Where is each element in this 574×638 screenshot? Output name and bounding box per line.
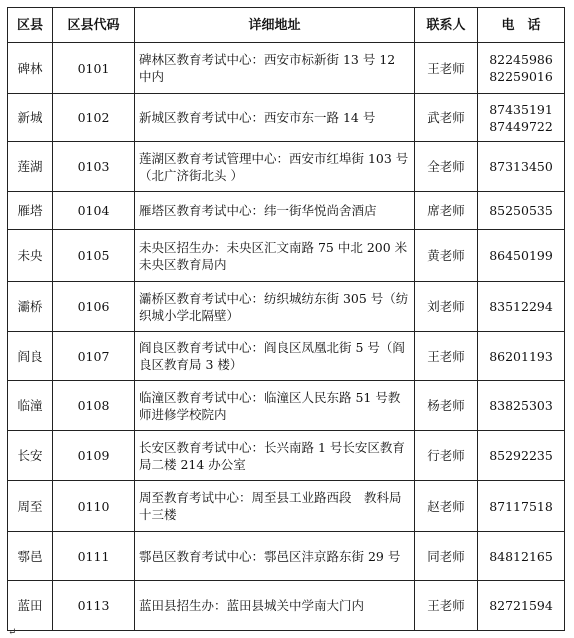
code-cell: 0108 [53,381,135,431]
code-cell: 0104 [53,192,135,230]
header-phone: 电 话 [478,8,565,43]
address-cell: 鄠邑区教育考试中心：鄠邑区沣京路东街 29 号 [135,532,415,581]
table-row [8,282,565,332]
district-cell: 阎良 [8,332,53,381]
header-row [8,8,565,43]
phone-cell [478,142,565,192]
district-cell: 周至 [8,481,53,532]
table-row [8,94,565,142]
contact-cell: 王老师 [415,43,478,94]
address-cell: 灞桥区教育考试中心：纺织城纺东街 305 号（纺织城小学北隔壁） [135,282,415,332]
contact-table [7,7,565,631]
contact-cell: 全老师 [415,142,478,192]
contact-cell: 席老师 [415,192,478,230]
contact-cell: 武老师 [415,94,478,142]
code-cell: 0113 [53,581,135,631]
header-district: 区县 [8,8,53,43]
phone-cell [478,282,565,332]
code-cell: 0105 [53,230,135,282]
district-cell: 临潼 [8,381,53,431]
code-cell: 0102 [53,94,135,142]
table-row [8,332,565,381]
address-cell: 莲湖区教育考试管理中心：西安市红埠街 103 号（北广济街北头 ） [135,142,415,192]
table-row [8,381,565,431]
district-cell: 雁塔 [8,192,53,230]
paragraph-mark: ↵ [8,627,17,638]
contact-cell: 杨老师 [415,381,478,431]
code-cell: 0107 [53,332,135,381]
phone-number: 84812165 [489,548,553,564]
phone-number: 87117518 [489,498,553,514]
contact-cell: 刘老师 [415,282,478,332]
district-cell: 蓝田 [8,581,53,631]
district-cell: 灞桥 [8,282,53,332]
district-cell: 未央 [8,230,53,282]
district-cell: 鄠邑 [8,532,53,581]
phone-cell [478,43,565,94]
phone-number: 87313450 [489,159,553,174]
phone-cell [478,532,565,581]
phone-number: 86201193 [489,348,553,364]
header-code: 区县代码 [53,8,135,43]
code-cell: 0106 [53,282,135,332]
phone-number: 87435191 [489,101,553,117]
address-cell: 周至教育考试中心：周至县工业路西段 教科局十三楼 [135,481,415,532]
table-row [8,532,565,581]
header-contact: 联系人 [415,8,478,43]
phone-number: 86450199 [489,248,553,263]
table-row [8,230,565,282]
contact-cell: 同老师 [415,532,478,581]
phone-number: 83512294 [489,299,553,314]
address-cell: 蓝田县招生办：蓝田县城关中学南大门内 [135,581,415,631]
phone-cell [478,332,565,381]
table-row [8,431,565,481]
address-cell: 临潼区教育考试中心：临潼区人民东路 51 号教师进修学校院内 [135,381,415,431]
address-cell: 未央区招生办：未央区汇文南路 75 中北 200 米未央区教育局内 [135,230,415,282]
table-row [8,142,565,192]
contact-cell: 赵老师 [415,481,478,532]
contact-cell: 王老师 [415,332,478,381]
phone-cell [478,230,565,282]
phone-cell [478,581,565,631]
phone-cell [478,192,565,230]
district-cell: 莲湖 [8,142,53,192]
table-row [8,192,565,230]
phone-number: 82245986 [489,52,553,67]
contact-cell: 行老师 [415,431,478,481]
code-cell: 0109 [53,431,135,481]
phone-cell [478,481,565,532]
phone-cell [478,381,565,431]
district-cell: 碑林 [8,43,53,94]
phone-cell [478,94,565,142]
phone-number: 87449722 [489,118,553,134]
contact-cell: 黄老师 [415,230,478,282]
code-cell: 0111 [53,532,135,581]
address-cell: 长安区教育考试中心：长兴南路 1 号长安区教育局二楼 214 办公室 [135,431,415,481]
address-cell: 碑林区教育考试中心：西安市标新街 13 号 12 中内 [135,43,415,94]
phone-number: 83825303 [489,398,553,413]
code-cell: 0110 [53,481,135,532]
phone-number: 85292235 [489,448,553,463]
header-address: 详细地址 [135,8,415,43]
address-cell: 新城区教育考试中心：西安市东一路 14 号 [135,94,415,142]
phone-cell [478,431,565,481]
district-cell: 长安 [8,431,53,481]
address-cell: 阎良区教育考试中心：阎良区凤凰北街 5 号（阎良区教育局 3 楼） [135,332,415,381]
table-row [8,581,565,631]
address-cell: 雁塔区教育考试中心：纬一街华悦尚舍酒店 [135,192,415,230]
phone-number: 85250535 [489,203,553,218]
contact-cell: 王老师 [415,581,478,631]
table-row [8,481,565,532]
table-row [8,43,565,94]
phone-number: 82259016 [489,69,553,84]
code-cell: 0101 [53,43,135,94]
district-cell: 新城 [8,94,53,142]
phone-number: 82721594 [489,598,553,613]
code-cell: 0103 [53,142,135,192]
